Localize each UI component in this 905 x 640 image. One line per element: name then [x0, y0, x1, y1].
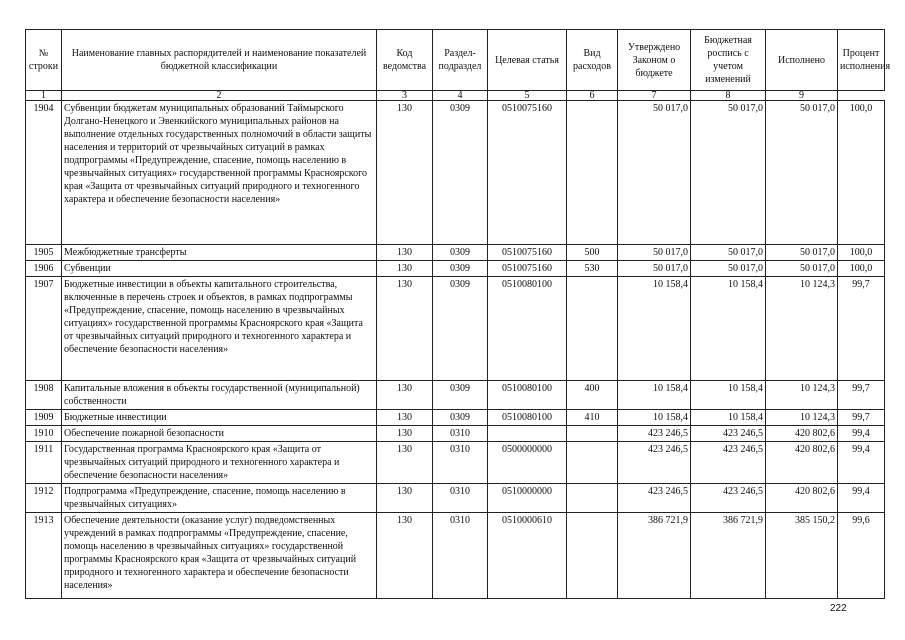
header-name: Наименование главных распорядителей и наименование показателей бюджетной классификации: [62, 30, 377, 91]
target-article: 0510080100: [488, 381, 567, 410]
approved-amount: 10 158,4: [618, 277, 691, 381]
expense-type: 530: [567, 261, 618, 277]
dept-code: 130: [377, 101, 433, 245]
executed-amount: 50 017,0: [766, 261, 838, 277]
target-article: 0510075160: [488, 261, 567, 277]
target-article: 0510000610: [488, 513, 567, 599]
column-number: 2: [62, 91, 377, 101]
section-code: 0309: [433, 245, 488, 261]
section-code: 0309: [433, 277, 488, 381]
approved-amount: 386 721,9: [618, 513, 691, 599]
column-number: 6: [567, 91, 618, 101]
painting-amount: 423 246,5: [691, 484, 766, 513]
section-code: 0310: [433, 513, 488, 599]
percent-value: 100,0: [838, 245, 885, 261]
target-article: [488, 426, 567, 442]
expense-type: 500: [567, 245, 618, 261]
painting-amount: 50 017,0: [691, 101, 766, 245]
row-name: Субвенции бюджетам муниципальных образований Таймырского Долгано-Ненецкого и Эвенкийского муниципальных районов на выполнение отдельных государственных полномочий в области защиты населения и территорий от чрезвычайных ситуаций в рамках подпрограммы «Предупреждение, спасение, помощь населению в чрезвычайных ситуациях» государственной программы Красноярского края «Защита от чрезвычайных ситуаций природного и техногенного характера и обеспечение безопасности населения»: [62, 101, 377, 245]
header-target-article: Целевая статья: [488, 30, 567, 91]
section-code: 0309: [433, 101, 488, 245]
column-number-row: [26, 91, 885, 101]
percent-value: 99,7: [838, 381, 885, 410]
expense-type: [567, 277, 618, 381]
executed-amount: 50 017,0: [766, 245, 838, 261]
painting-amount: 423 246,5: [691, 442, 766, 484]
page-number: 222: [830, 603, 847, 614]
target-article: 0510080100: [488, 277, 567, 381]
approved-amount: 50 017,0: [618, 261, 691, 277]
dept-code: 130: [377, 381, 433, 410]
section-code: 0309: [433, 381, 488, 410]
row-name: Бюджетные инвестиции: [62, 410, 377, 426]
painting-amount: 50 017,0: [691, 245, 766, 261]
painting-amount: 10 158,4: [691, 277, 766, 381]
table-row: [26, 261, 885, 277]
header-percent: Процент исполнения: [838, 30, 885, 91]
header-budget-painting: Бюджетная роспись с учетом изменений: [691, 30, 766, 91]
painting-amount: 10 158,4: [691, 410, 766, 426]
row-name: Субвенции: [62, 261, 377, 277]
painting-amount: 386 721,9: [691, 513, 766, 599]
column-number: 7: [618, 91, 691, 101]
row-number: 1910: [26, 426, 62, 442]
row-number: 1904: [26, 101, 62, 245]
percent-value: 99,6: [838, 513, 885, 599]
expense-type: [567, 426, 618, 442]
table-row: [26, 410, 885, 426]
column-number: 1: [26, 91, 62, 101]
row-number: 1905: [26, 245, 62, 261]
percent-value: 99,4: [838, 426, 885, 442]
approved-amount: 50 017,0: [618, 245, 691, 261]
expense-type: [567, 484, 618, 513]
expense-type: 400: [567, 381, 618, 410]
expense-type: [567, 101, 618, 245]
row-number: 1911: [26, 442, 62, 484]
column-number: 5: [488, 91, 567, 101]
dept-code: 130: [377, 426, 433, 442]
row-name: Обеспечение пожарной безопасности: [62, 426, 377, 442]
column-number: 4: [433, 91, 488, 101]
approved-amount: 10 158,4: [618, 410, 691, 426]
executed-amount: 385 150,2: [766, 513, 838, 599]
section-code: 0309: [433, 261, 488, 277]
row-number: 1913: [26, 513, 62, 599]
table-row: [26, 277, 885, 381]
section-code: 0310: [433, 442, 488, 484]
table-row: [26, 513, 885, 599]
percent-value: 99,4: [838, 484, 885, 513]
expense-type: [567, 442, 618, 484]
row-name: Бюджетные инвестиции в объекты капитального строительства, включенные в перечень строек и объектов, в рамках подпрограммы «Предупреждение, спасение, помощь населению в чрезвычайных ситуациях» государственной программы Красноярского края «Защита от чрезвычайных ситуаций природного и техногенного характера и обеспечение безопасности населения»: [62, 277, 377, 381]
target-article: 0510075160: [488, 245, 567, 261]
row-number: 1909: [26, 410, 62, 426]
expense-type: 410: [567, 410, 618, 426]
table-row: [26, 245, 885, 261]
table-row: [26, 101, 885, 245]
row-name: Государственная программа Красноярского края «Защита от чрезвычайных ситуаций природного и техногенного характера и обеспечение безопасности населения»: [62, 442, 377, 484]
expense-type: [567, 513, 618, 599]
section-code: 0309: [433, 410, 488, 426]
row-name: Обеспечение деятельности (оказание услуг) подведомственных учреждений в рамках подпрограммы «Предупреждение, спасение, помощь населению в чрезвычайных ситуациях» государственной программы Красноярского края «Защита от чрезвычайных ситуаций природного и техногенного характера и обеспечение безопасности населения»: [62, 513, 377, 599]
dept-code: 130: [377, 484, 433, 513]
executed-amount: 10 124,3: [766, 410, 838, 426]
painting-amount: 423 246,5: [691, 426, 766, 442]
executed-amount: 50 017,0: [766, 101, 838, 245]
executed-amount: 10 124,3: [766, 381, 838, 410]
dept-code: 130: [377, 277, 433, 381]
header-expense-type: Вид расходов: [567, 30, 618, 91]
table-row: [26, 484, 885, 513]
dept-code: 130: [377, 513, 433, 599]
target-article: 0500000000: [488, 442, 567, 484]
dept-code: 130: [377, 442, 433, 484]
percent-value: 99,7: [838, 277, 885, 381]
table-row: [26, 442, 885, 484]
approved-amount: 423 246,5: [618, 442, 691, 484]
target-article: 0510080100: [488, 410, 567, 426]
approved-amount: 50 017,0: [618, 101, 691, 245]
column-number: 9: [766, 91, 838, 101]
header-executed: Исполнено: [766, 30, 838, 91]
header-dept-code: Код ведомства: [377, 30, 433, 91]
table-row: [26, 426, 885, 442]
row-name: Межбюджетные трансферты: [62, 245, 377, 261]
header-row: [26, 30, 885, 91]
row-number: 1908: [26, 381, 62, 410]
row-number: 1906: [26, 261, 62, 277]
executed-amount: 420 802,6: [766, 442, 838, 484]
percent-value: 100,0: [838, 101, 885, 245]
percent-value: 99,4: [838, 442, 885, 484]
percent-value: 99,7: [838, 410, 885, 426]
target-article: 0510000000: [488, 484, 567, 513]
row-number: 1912: [26, 484, 62, 513]
row-name: Капитальные вложения в объекты государственной (муниципальной) собственности: [62, 381, 377, 410]
target-article: 0510075160: [488, 101, 567, 245]
dept-code: 130: [377, 410, 433, 426]
column-number: 3: [377, 91, 433, 101]
header-approved: Утверждено Законом о бюджете: [618, 30, 691, 91]
executed-amount: 420 802,6: [766, 484, 838, 513]
dept-code: 130: [377, 245, 433, 261]
header-row-number: № строки: [26, 30, 62, 91]
percent-value: 100,0: [838, 261, 885, 277]
painting-amount: 10 158,4: [691, 381, 766, 410]
row-number: 1907: [26, 277, 62, 381]
approved-amount: 423 246,5: [618, 484, 691, 513]
header-section: Раздел-подраздел: [433, 30, 488, 91]
section-code: 0310: [433, 426, 488, 442]
budget-table: [25, 29, 891, 599]
executed-amount: 420 802,6: [766, 426, 838, 442]
approved-amount: 423 246,5: [618, 426, 691, 442]
row-name: Подпрограмма «Предупреждение, спасение, помощь населению в чрезвычайных ситуациях»: [62, 484, 377, 513]
executed-amount: 10 124,3: [766, 277, 838, 381]
painting-amount: 50 017,0: [691, 261, 766, 277]
column-number: 8: [691, 91, 766, 101]
section-code: 0310: [433, 484, 488, 513]
table-row: [26, 381, 885, 410]
dept-code: 130: [377, 261, 433, 277]
approved-amount: 10 158,4: [618, 381, 691, 410]
